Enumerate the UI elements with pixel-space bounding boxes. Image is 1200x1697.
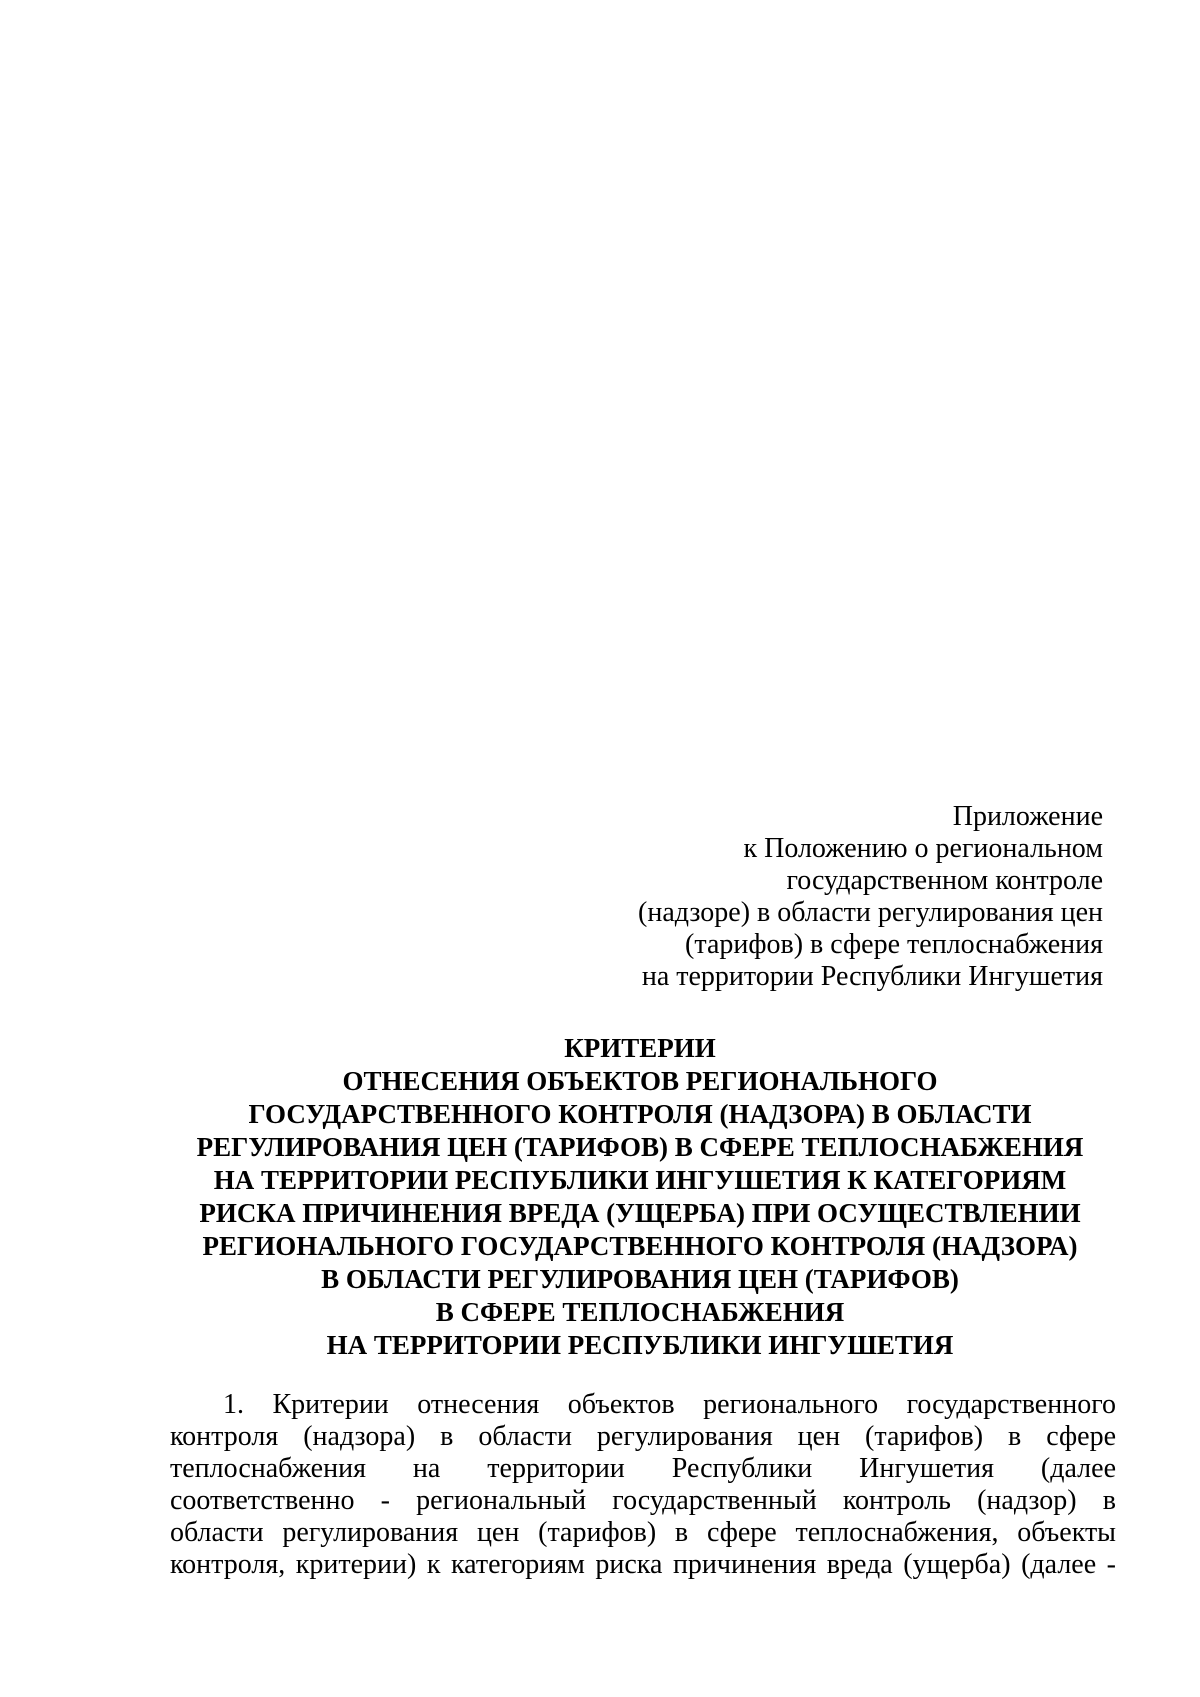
appendix-line: Приложение bbox=[952, 801, 1103, 832]
paragraph-line: соответственно - региональный государственный контроль (надзор) в bbox=[170, 1485, 1116, 1516]
paragraph-line: 1. Критерии отнесения объектов регионального государственного bbox=[223, 1389, 1116, 1420]
title-line: НА ТЕРРИТОРИИ РЕСПУБЛИКИ ИНГУШЕТИЯ К КАТЕГОРИЯМ bbox=[213, 1165, 1067, 1195]
title-line: КРИТЕРИИ bbox=[564, 1033, 716, 1063]
body-paragraph-1 bbox=[170, 1389, 1116, 1581]
title-line: РЕГУЛИРОВАНИЯ ЦЕН (ТАРИФОВ) В СФЕРЕ ТЕПЛОСНАБЖЕНИЯ bbox=[196, 1132, 1084, 1162]
paragraph-line: контроля, критерии) к категориям риска причинения вреда (ущерба) (далее - bbox=[170, 1549, 1116, 1580]
paragraph-line: теплоснабжения на территории Республики Ингушетия (далее bbox=[170, 1453, 1116, 1484]
title-line: НА ТЕРРИТОРИИ РЕСПУБЛИКИ ИНГУШЕТИЯ bbox=[326, 1330, 954, 1360]
title-line: В СФЕРЕ ТЕПЛОСНАБЖЕНИЯ bbox=[435, 1297, 845, 1327]
title-line: РИСКА ПРИЧИНЕНИЯ ВРЕДА (УЩЕРБА) ПРИ ОСУЩЕСТВЛЕНИИ bbox=[199, 1198, 1081, 1228]
appendix-line: (тарифов) в сфере теплоснабжения bbox=[685, 929, 1103, 960]
appendix-header bbox=[483, 801, 1103, 993]
document-title bbox=[150, 1032, 1130, 1362]
appendix-line: государственном контроле bbox=[786, 865, 1103, 896]
appendix-line: (надзоре) в области регулирования цен bbox=[638, 897, 1103, 928]
title-line: В ОБЛАСТИ РЕГУЛИРОВАНИЯ ЦЕН (ТАРИФОВ) bbox=[321, 1264, 959, 1294]
paragraph-line: контроля (надзора) в области регулирования цен (тарифов) в сфере bbox=[170, 1421, 1116, 1452]
appendix-line: на территории Республики Ингушетия bbox=[641, 961, 1103, 992]
title-line: ОТНЕСЕНИЯ ОБЪЕКТОВ РЕГИОНАЛЬНОГО bbox=[342, 1066, 938, 1096]
appendix-line: к Положению о региональном bbox=[743, 833, 1103, 864]
title-line: РЕГИОНАЛЬНОГО ГОСУДАРСТВЕННОГО КОНТРОЛЯ (НАДЗОРА) bbox=[202, 1231, 1078, 1261]
title-line: ГОСУДАРСТВЕННОГО КОНТРОЛЯ (НАДЗОРА) В ОБЛАСТИ bbox=[248, 1099, 1032, 1129]
paragraph-line: области регулирования цен (тарифов) в сфере теплоснабжения, объекты bbox=[170, 1517, 1116, 1548]
